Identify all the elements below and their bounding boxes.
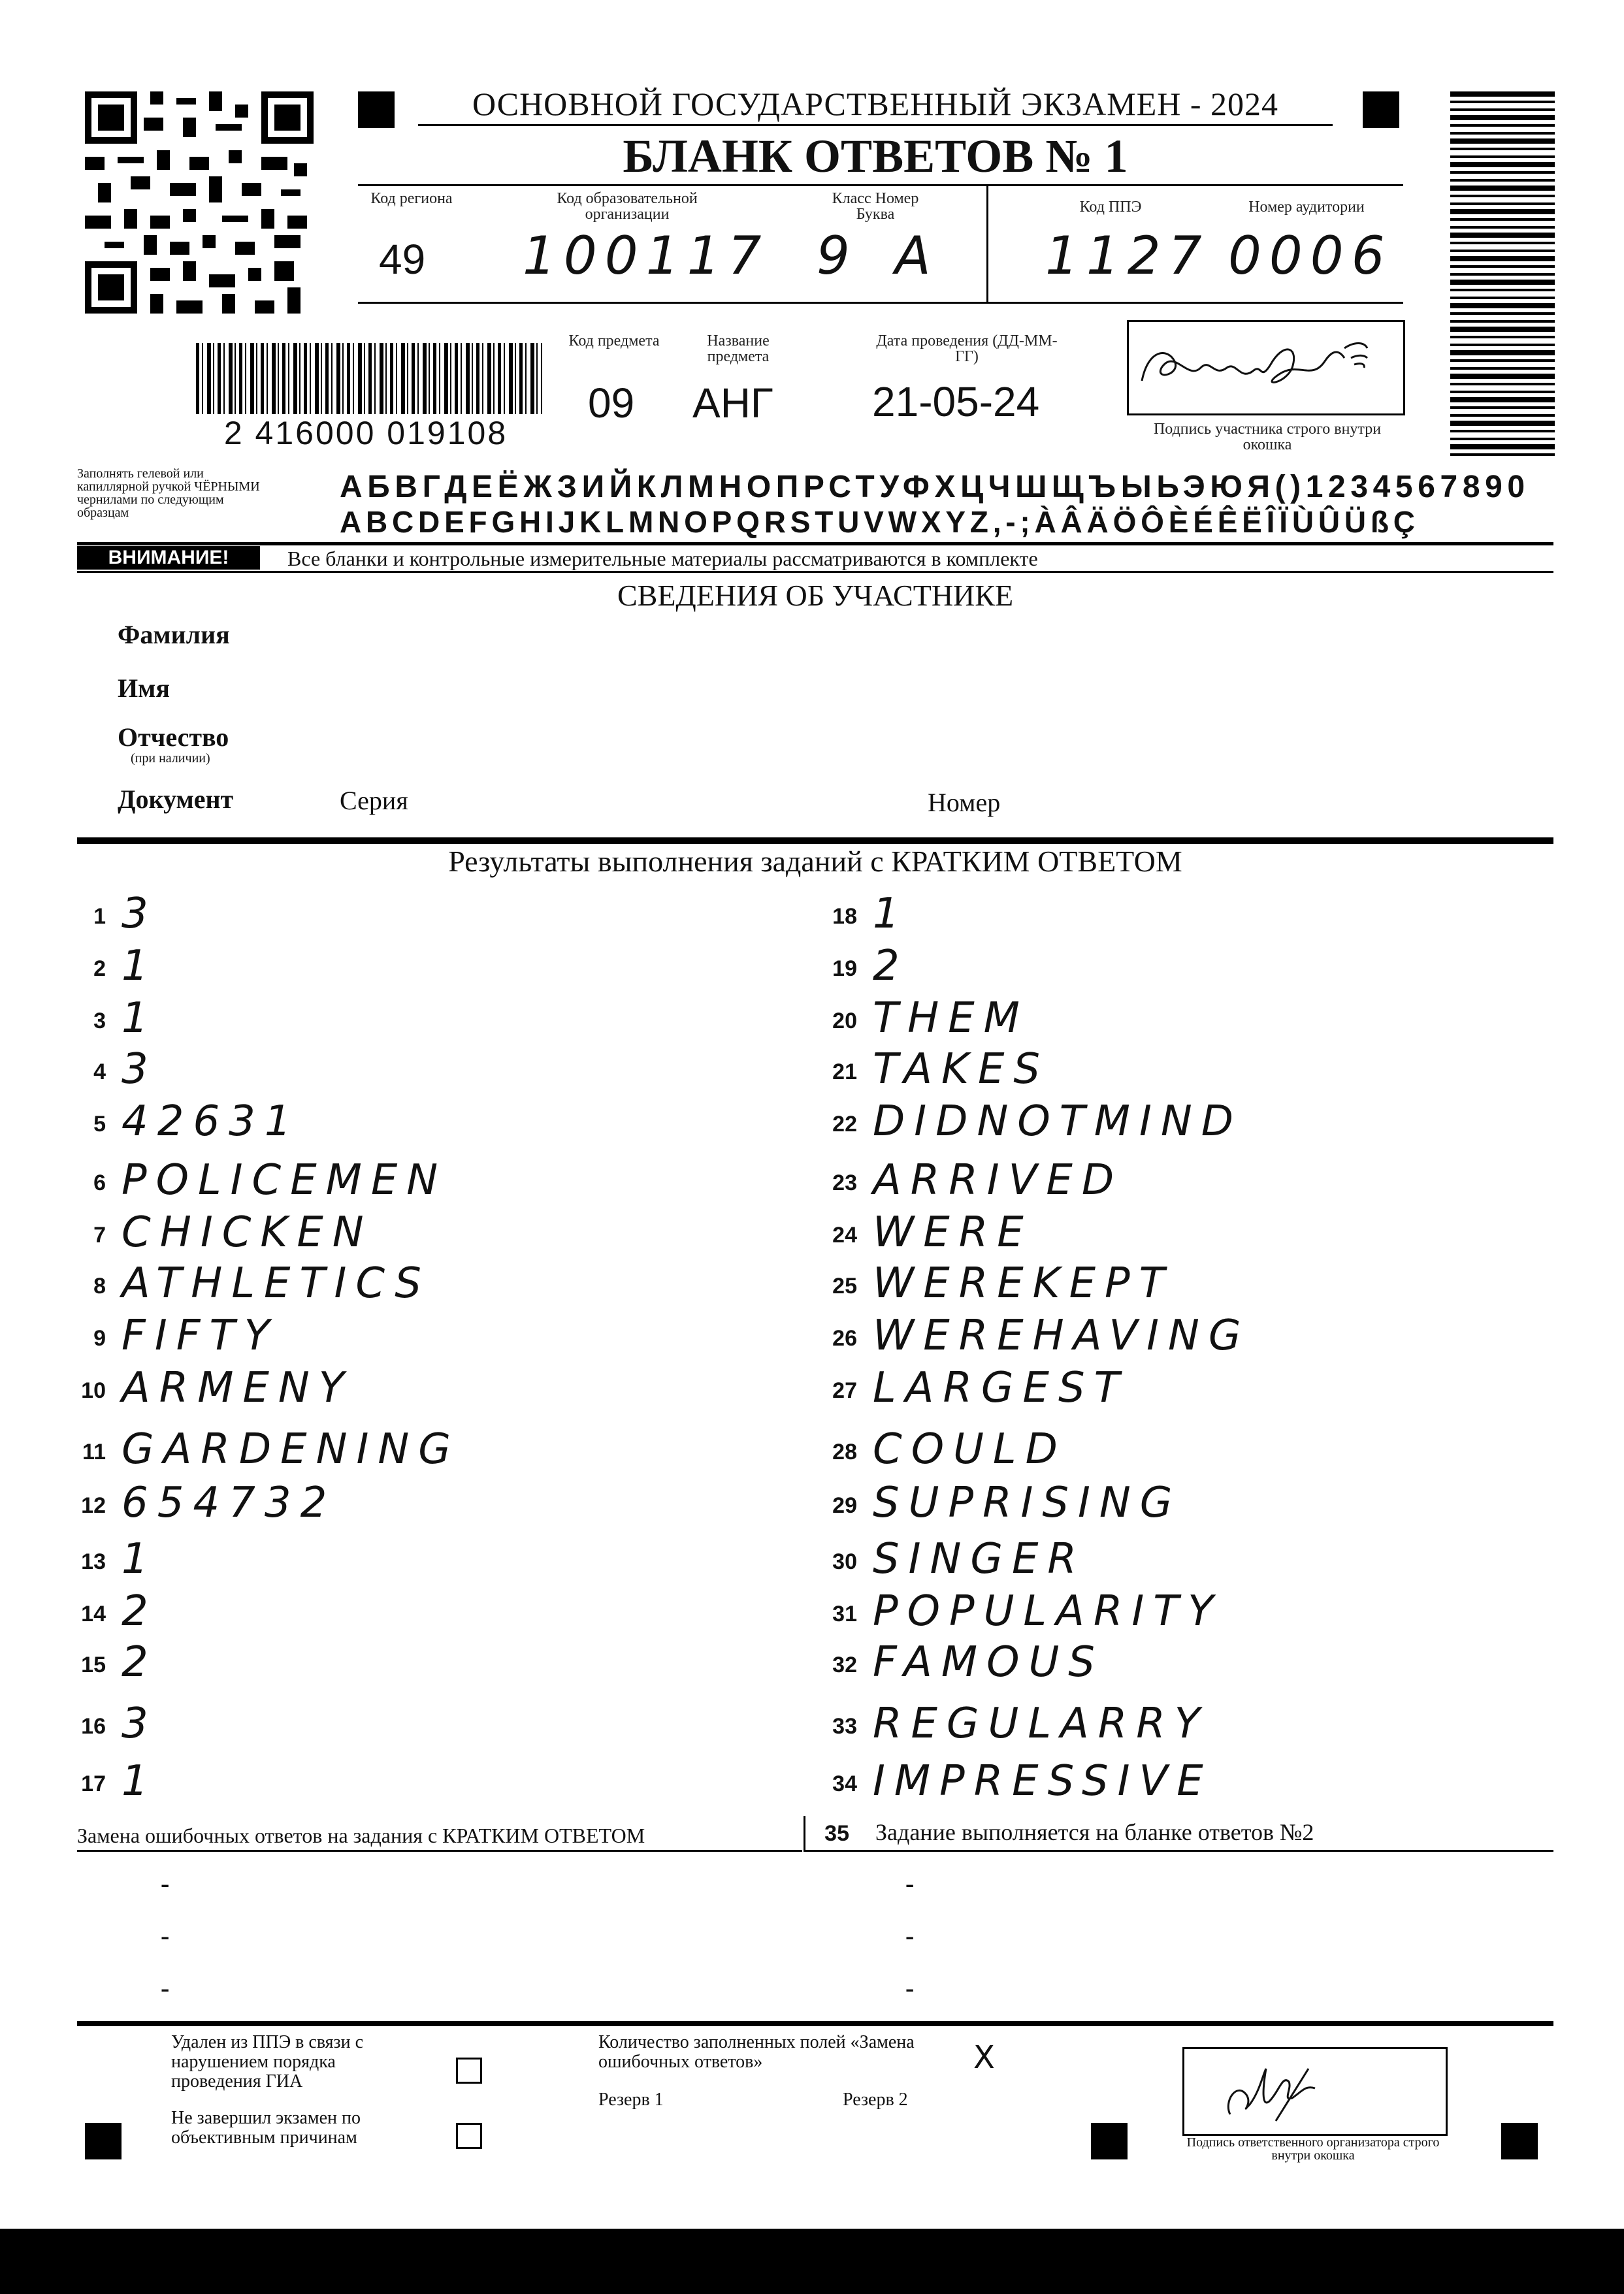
task-number: 7 [93,1223,106,1248]
task-number: 9 [93,1326,106,1351]
replacement-dash: - [905,1973,915,2003]
anchor-mark-top-right [1363,91,1399,128]
task-number: 22 [832,1112,857,1137]
answer-field[interactable]: 2 [122,1587,157,1636]
answer-field[interactable]: 1 [122,994,157,1042]
removed-label: Удален из ППЭ в связи с нарушением порядка проведения ГИА [171,2032,364,2092]
task-number: 21 [832,1059,857,1084]
exam-date-label: Дата проведения (ДД-ММ-ГГ) [876,332,1058,365]
sample-instruction: Заполнять гелевой или капиллярной ручкой ЧЁРНЫМИ чернилами по следующим образцам [77,466,260,520]
answer-field[interactable]: WEREKEPT [873,1259,1174,1308]
answer-field[interactable]: CHICKEN [122,1208,373,1257]
task-number: 17 [81,1771,106,1796]
removed-checkbox[interactable] [456,2058,482,2084]
answer-field[interactable]: 1 [873,890,909,938]
results-heading: Результаты выполнения заданий с КРАТКИМ ОТВЕТОМ [448,845,1182,878]
room-value: 0006 [1228,225,1393,286]
task-number: 12 [81,1493,106,1518]
task-number: 20 [832,1009,857,1033]
linear-barcode [196,343,542,421]
region-label: Код региона [370,190,453,207]
task-number: 26 [832,1326,857,1351]
answer-field[interactable]: SINGER [873,1535,1086,1583]
replacement-dash: - [905,1921,915,1950]
answer-field[interactable]: 1 [122,1757,157,1805]
task-number: 6 [93,1171,106,1195]
answer-field[interactable]: 42631 [122,1097,300,1146]
task-number: 19 [832,956,857,981]
patronymic-note: (при наличии) [131,751,210,766]
task-number: 27 [832,1378,857,1403]
task-number: 28 [832,1440,857,1464]
q35-number: 35 [824,1821,849,1846]
ppe-label: Код ППЭ [1079,199,1142,216]
surname-label: Фамилия [118,620,230,649]
participant-signature [1129,322,1403,413]
attention-text: Все бланки и контрольные измерительные материалы рассматриваются в комплекте [287,547,1038,570]
reserve-1: Резерв 1 [598,2090,664,2110]
org-label: Код образовательной организации [557,190,698,223]
replacement-heading: Замена ошибочных ответов на задания с КРАТКИМ ОТВЕТОМ [77,1824,645,1847]
answer-field[interactable]: WEREHAVING [873,1312,1250,1360]
barcode-number: 2 416000 019108 [176,414,555,452]
number-label: Номер [928,788,1001,817]
answer-field[interactable]: REGULARRY [873,1700,1209,1748]
task-number: 14 [81,1602,106,1626]
anchor-mark-bottom-left [85,2123,122,2159]
replacement-dash: - [161,1869,170,1898]
task-number: 1 [93,904,106,929]
participant-signature-caption: Подпись участника строго внутри окошка [1153,421,1382,453]
exam-date: 21-05-24 [872,378,1040,425]
answer-field[interactable]: POLICEMEN [122,1156,447,1204]
org-value: 100117 [523,225,770,286]
answer-field[interactable]: 2 [873,942,909,990]
organizer-signature-box [1182,2047,1448,2136]
attention-badge: ВНИМАНИЕ! [77,546,260,570]
task-number: 3 [93,1009,106,1033]
task-number: 18 [832,904,857,929]
answer-field[interactable]: ARMENY [122,1364,353,1412]
patronymic-label: Отчество [118,722,229,752]
answer-field[interactable]: THEM [873,994,1029,1042]
answer-field[interactable]: COULD [873,1425,1067,1474]
organizer-signature [1184,2049,1446,2134]
not-finished-label: Не завершил экзамен по объективным причинам [171,2108,361,2148]
sample-cyrillic-row: АБВГДЕЁЖЗИЙКЛМНОПРСТУФХЦЧШЩЪЫЬЭЮЯ()1234567890 [340,470,1530,504]
answer-field[interactable]: GARDENING [122,1425,460,1474]
region-value: 49 [379,236,426,283]
filled-count-value: X [973,2039,995,2076]
answer-field[interactable]: 1 [122,1535,157,1583]
side-barcode [1450,91,1555,457]
subject-name-label: Название предмета [707,332,770,365]
subject-code: 09 [588,380,635,427]
not-finished-checkbox[interactable] [456,2123,482,2149]
sample-latin-row: ABCDEFGHIJKLMNOPQRSTUVWXYZ,-;ÀÂÄÖÔÈÉÊËÎÏÙÛÜßÇ [340,505,1420,539]
organizer-signature-caption: Подпись ответственного организатора строго внутри окошка [1186,2135,1440,2163]
answer-field[interactable]: 2 [122,1638,157,1687]
replacement-dash: - [161,1973,170,2003]
task-number: 2 [93,956,106,981]
anchor-mark-bottom-right [1501,2123,1538,2159]
exam-title: ОСНОВНОЙ ГОСУДАРСТВЕННЫЙ ЭКЗАМЕН - 2024 [472,86,1278,122]
bottom-band [0,2229,1624,2294]
participant-signature-box [1127,320,1405,415]
task-number: 15 [81,1653,106,1677]
replacement-dash: - [161,1921,170,1950]
answer-field[interactable]: FAMOUS [873,1638,1104,1687]
task-number: 30 [832,1549,857,1574]
form-title: БЛАНК ОТВЕТОВ № 1 [623,130,1128,182]
answer-field[interactable]: FIFTY [122,1312,279,1360]
replacement-dash: - [905,1869,915,1898]
document-label: Документ [118,784,234,814]
subject-name: АНГ [692,380,773,427]
class-number: 9 [817,225,858,286]
participant-heading: СВЕДЕНИЯ ОБ УЧАСТНИКЕ [617,579,1014,612]
task-number: 13 [81,1549,106,1574]
name-label: Имя [118,673,170,703]
task-number: 24 [832,1223,857,1248]
anchor-mark-top-left [358,91,395,128]
answer-field[interactable]: 654732 [122,1479,336,1527]
answer-field[interactable]: IMPRESSIVE [873,1757,1212,1805]
answer-field[interactable]: POPULARITY [873,1587,1223,1636]
answer-field[interactable]: DIDNOTMIND [873,1097,1243,1146]
task-number: 4 [93,1059,106,1084]
filled-count-label: Количество заполненных полей «Замена ошибочных ответов» [598,2032,915,2072]
answer-field[interactable]: ATHLETICS [122,1259,430,1308]
answer-field[interactable]: LARGEST [873,1364,1129,1412]
answer-field[interactable]: ARRIVED [873,1156,1124,1204]
class-letter: А [895,225,939,286]
series-label: Серия [340,786,408,815]
answer-field[interactable]: 3 [122,890,157,938]
answer-field[interactable]: 1 [122,942,157,990]
task-number: 16 [81,1714,106,1739]
task-number: 5 [93,1112,106,1137]
answer-field[interactable]: TAKES [873,1045,1050,1093]
task-number: 32 [832,1653,857,1677]
task-number: 29 [832,1493,857,1518]
answer-field[interactable]: 3 [122,1700,157,1748]
task-number: 11 [82,1440,106,1464]
qr-code-icon [85,91,314,314]
ppe-value: 1127 [1045,225,1210,286]
answer-field[interactable]: SUPRISING [873,1479,1182,1527]
reserve-2: Резерв 2 [843,2090,908,2110]
task-number: 34 [832,1771,857,1796]
q35-text: Задание выполняется на бланке ответов №2 [875,1819,1314,1845]
task-number: 10 [81,1378,106,1403]
task-number: 25 [832,1274,857,1299]
anchor-mark-bottom-mid [1091,2123,1128,2159]
answer-field[interactable]: 3 [122,1045,157,1093]
task-number: 33 [832,1714,857,1739]
task-number: 8 [93,1274,106,1299]
class-label: Класс Номер Буква [832,190,919,223]
task-number: 31 [832,1602,857,1626]
task-number: 23 [832,1171,857,1195]
subject-code-label: Код предмета [568,332,660,349]
room-label: Номер аудитории [1248,199,1365,216]
answer-field[interactable]: WERE [873,1208,1033,1257]
